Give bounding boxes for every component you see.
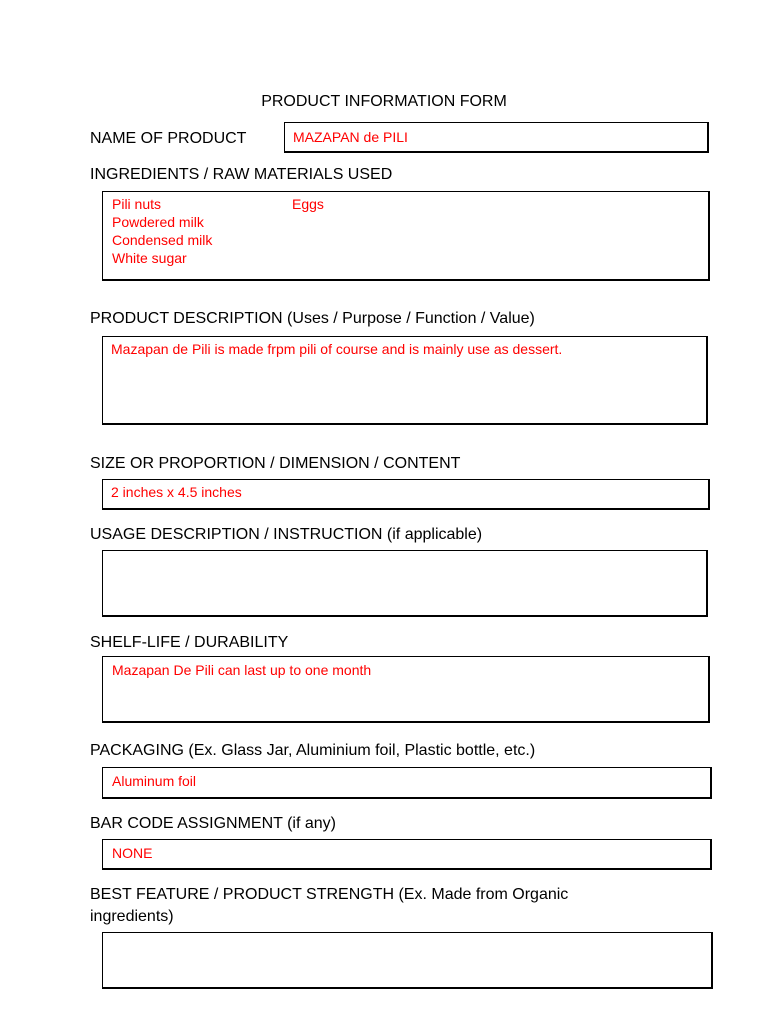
- best-feature-field[interactable]: [102, 932, 713, 989]
- ingredient-item: Powdered milk: [112, 214, 204, 230]
- shelf-life-field[interactable]: [102, 656, 710, 723]
- packaging-value: Aluminum foil: [112, 773, 197, 789]
- bar-code-label: BAR CODE ASSIGNMENT (if any): [90, 815, 336, 832]
- usage-field[interactable]: [102, 550, 708, 617]
- ingredients-label: INGREDIENTS / RAW MATERIALS USED: [90, 166, 393, 183]
- name-of-product-label: NAME OF PRODUCT: [90, 130, 247, 147]
- shelf-life-value: Mazapan De Pili can last up to one month: [112, 662, 372, 678]
- name-of-product-value: MAZAPAN de PILI: [293, 129, 408, 145]
- ingredients-list-col2: [292, 195, 324, 213]
- best-feature-label: BEST FEATURE / PRODUCT STRENGTH (Ex. Made from Organic ingredients): [90, 886, 569, 925]
- packaging-label: PACKAGING (Ex. Glass Jar, Aluminium foil, Plastic bottle, etc.): [90, 742, 536, 759]
- size-field[interactable]: [102, 479, 710, 510]
- ingredients-list: [112, 195, 212, 267]
- bar-code-value: NONE: [112, 845, 153, 861]
- bar-code-field[interactable]: [102, 839, 712, 870]
- product-description-label: PRODUCT DESCRIPTION (Uses / Purpose / Function / Value): [90, 310, 535, 327]
- name-of-product-field[interactable]: [284, 122, 709, 153]
- ingredient-item: Condensed milk: [112, 232, 213, 248]
- ingredient-item: White sugar: [112, 250, 187, 266]
- size-value: 2 inches x 4.5 inches: [111, 484, 242, 500]
- size-label: SIZE OR PROPORTION / DIMENSION / CONTENT: [90, 455, 461, 472]
- product-description-value: Mazapan de Pili is made frpm pili of course and is mainly use as dessert.: [111, 341, 563, 357]
- ingredients-field[interactable]: [102, 191, 710, 281]
- usage-label: USAGE DESCRIPTION / INSTRUCTION (if applicable): [90, 526, 483, 543]
- ingredient-item: Eggs: [292, 196, 324, 212]
- packaging-field[interactable]: [102, 767, 712, 799]
- product-description-field[interactable]: [102, 336, 708, 425]
- form-title: PRODUCT INFORMATION FORM: [261, 93, 507, 110]
- shelf-life-label: SHELF-LIFE / DURABILITY: [90, 634, 289, 651]
- ingredient-item: Pili nuts: [112, 196, 162, 212]
